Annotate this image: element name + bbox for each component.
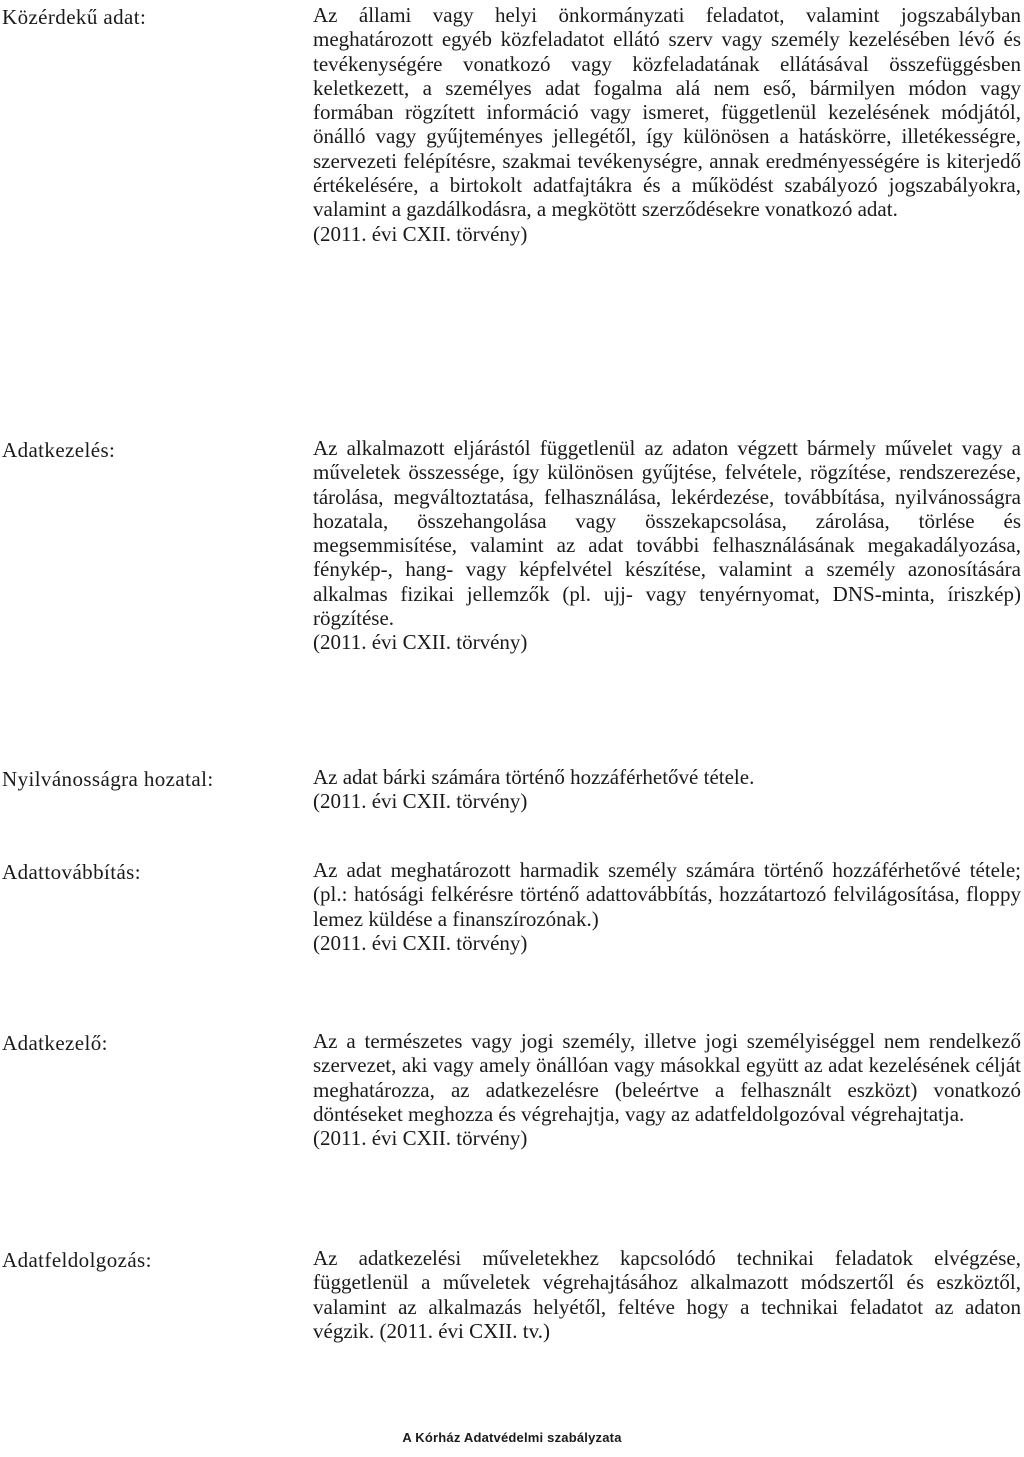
term-label: Adatkezelő: [2,1031,108,1055]
law-reference: (2011. évi CXII. törvény) [313,1126,528,1151]
term-label: Adatfeldolgozás: [2,1248,152,1272]
term-label: Közérdekű adat: [2,5,147,29]
definition [313,1029,1021,1150]
definition [313,858,1021,955]
law-reference: (2011. évi CXII. törvény) [313,221,528,246]
term-label: Adatkezelés: [2,438,116,462]
law-reference: (2011. évi CXII. törvény) [313,930,528,955]
page-footer: A Kórház Adatvédelmi szabályzata [402,1430,622,1445]
law-reference: (2011. évi CXII. törvény) [313,630,528,655]
definition [313,765,1021,814]
term-label: Nyilvánosságra hozatal: [2,767,214,791]
definition [313,3,1021,246]
definition-text: Az alkalmazott eljárástól függetlenül az adaton végzett bármely művelet vagy a műveletek összessége, így különösen gyűjtése, felvétele, rögzítése, rendszerezése, tárolása, megváltoztatása, felhasználása, lekérdezése, továbbítása, nyilvánosságra hozatala, összehangolása vagy összekapcsolása, zárolása, törlése és megsemmisítése, valamint az adat további felhasználásának megakadályozása, fénykép-, hang- vagy képfelvétel készítése, valamint a személy azonosítására alkalmas fizikai jellemzők (pl. ujj- vagy tenyérnyomat, DNS-minta, íriszkép) rögzítése. [313,436,1021,631]
law-reference: (2011. évi CXII. törvény) [313,789,528,814]
definition [313,436,1021,655]
definition [313,1246,1021,1343]
definition-text: Az állami vagy helyi önkormányzati feladatot, valamint jogszabályban meghatározott egyéb közfeladatot ellátó szerv vagy személy kezelésében lévő és tevékenységére vonatkozó vagy közfeladatának ellátásával összefüggésben keletkezett, a személyes adat fogalma alá nem eső, bármilyen módon vagy formában rögzített információ vagy ismeret, függetlenül kezelésének módjától, önálló vagy gyűjteményes jellegétől, így különösen a hatáskörre, illetékességre, szervezeti felépítésre, szakmai tevékenységre, annak eredményességére is kiterjedő értékelésére, a birtokolt adatfajtákra és a működést szabályozó jogszabályokra, valamint a gazdálkodásra, a megkötött szerződésekre vonatkozó adat. [313,3,1021,222]
definition-text: Az adatkezelési műveletekhez kapcsolódó technikai feladatok elvégzése, függetlenül a műveletek végrehajtásához alkalmazott módszertől és eszköztől, valamint az alkalmazás helyétől, feltéve hogy a technikai feladatot az adaton végzik. (2011. évi CXII. tv.) [313,1246,1021,1343]
definition-text: Az a természetes vagy jogi személy, illetve jogi személyiséggel nem rendelkező szervezet, aki vagy amely önállóan vagy másokkal együtt az adat kezelésének célját meghatározza, az adatkezelésre (beleértve a felhasznált eszközt) vonatkozó döntéseket meghozza és végrehajtja, vagy az adatfeldolgozóval végrehajtatja. [313,1029,1021,1126]
definition-text: Az adat bárki számára történő hozzáférhetővé tétele. [313,765,755,789]
definition-text: Az adat meghatározott harmadik személy számára történő hozzáférhetővé tétele; (pl.: hatósági felkérésre történő adattovábbítás, hozzátartozó felvilágosítása, floppy lemez küldése a finanszírozónak.) [313,858,1021,931]
term-label: Adattovábbítás: [2,860,141,884]
